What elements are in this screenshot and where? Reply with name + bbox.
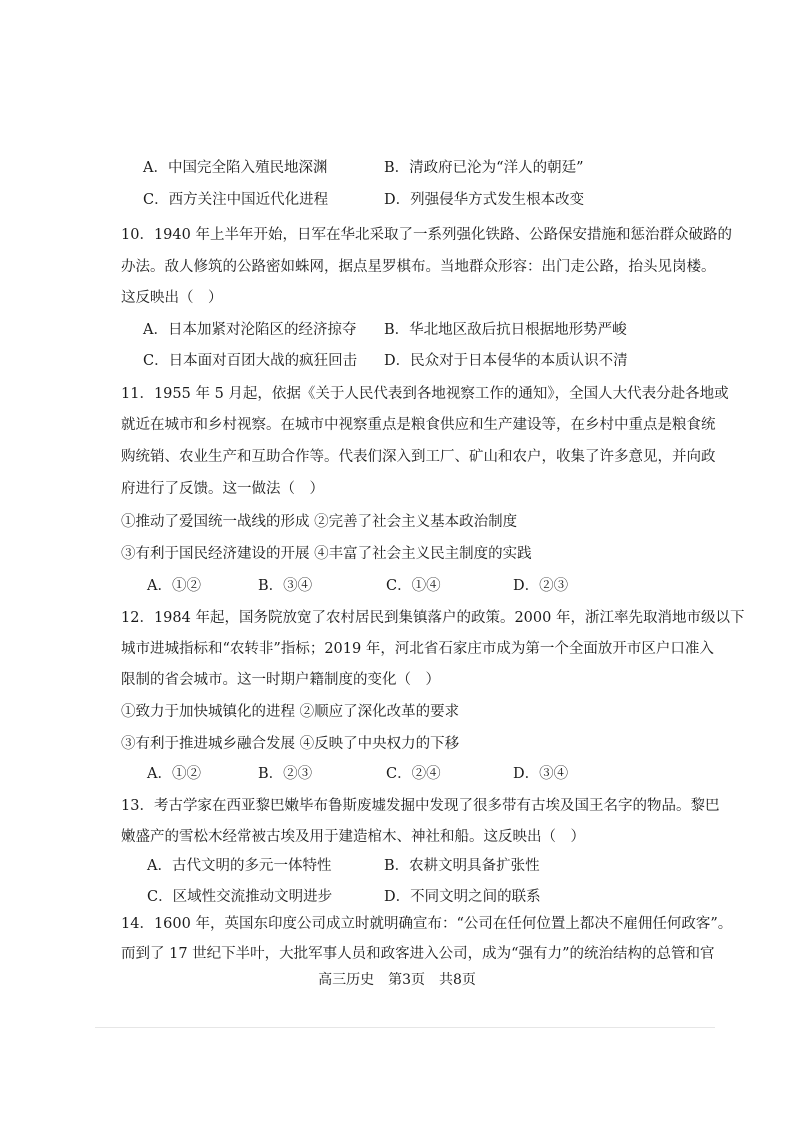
q13-option-d[interactable]: D．不同文明之间的联系 <box>384 889 541 905</box>
q11-option-a[interactable]: A．①② <box>147 578 201 594</box>
q11-stem-line: 就近在城市和乡村视察。在城市中视察重点是粮食供应和生产建设等，在乡村中重点是粮食统 <box>121 417 716 433</box>
q10-option-a[interactable]: A．日本加紧对沦陷区的经济掠夺 <box>143 322 357 338</box>
q12-stem-line: 城市进城指标和“农转非”指标；2019 年，河北省石家庄市成为第一个全面放开市区户口准入 <box>121 641 714 657</box>
q9-option-b[interactable]: B．清政府已沦为“洋人的朝廷” <box>384 160 584 176</box>
q11-stem-line: 购统销、农业生产和互助合作等。代表们深入到工厂、矿山和农户，收集了许多意见，并向政 <box>121 449 716 465</box>
q13-option-b[interactable]: B．农耕文明具备扩张性 <box>384 858 540 874</box>
q12-option-a[interactable]: A．①② <box>147 766 201 782</box>
q13-option-c[interactable]: C．区域性交流推动文明进步 <box>147 889 333 905</box>
q13-stem-line: 13．考古学家在西亚黎巴嫩毕布鲁斯废墟发掘中发现了很多带有古埃及国王名字的物品。黎巴 <box>121 798 720 814</box>
q12-option-d[interactable]: D．③④ <box>513 766 569 782</box>
q11-stem-line: 11．1955 年 5 月起，依据《关于人民代表到各地视察工作的通知》，全国人大代表分赴各地或 <box>121 386 729 402</box>
q10-option-c[interactable]: C．日本面对百团大战的疯狂回击 <box>143 353 358 369</box>
q11-statement: ③有利于国民经济建设的开展 ④丰富了社会主义民主制度的实践 <box>121 546 532 562</box>
q12-statement: ③有利于推进城乡融合发展 ④反映了中央权力的下移 <box>121 736 460 752</box>
q13-stem-line: 嫩盛产的雪松木经常被古埃及用于建造棺木、神社和船。这反映出（ ） <box>121 829 585 845</box>
q10-stem-line: 10．1940 年上半年开始，日军在华北采取了一系列强化铁路、公路保安措施和惩治群众破路的 <box>121 227 732 243</box>
q9-option-a[interactable]: A．中国完全陷入殖民地深渊 <box>143 160 328 176</box>
q12-statement: ①致力于加快城镇化的进程 ②顺应了深化改革的要求 <box>121 704 460 720</box>
q9-option-d[interactable]: D．列强侵华方式发生根本改变 <box>384 192 585 208</box>
q10-option-d[interactable]: D．民众对于日本侵华的本质认识不清 <box>384 353 628 369</box>
q10-stem-line: 办法。敌人修筑的公路密如蛛网，据点星罗棋布。当地群众形容：出门走公路，抬头见岗楼。 <box>121 259 716 275</box>
q14-stem-line: 而到了 17 世纪下半叶，大批军事人员和政客进入公司，成为“强有力”的统治结构的总管和官 <box>121 946 715 962</box>
q12-stem-line: 限制的省会城市。这一时期户籍制度的变化（ ） <box>121 672 440 688</box>
q11-stem-line: 府进行了反馈。这一做法（ ） <box>121 481 324 497</box>
q10-option-b[interactable]: B．华北地区敌后抗日根据地形势严峻 <box>384 322 627 338</box>
page-footer: 高三历史 第3页 共8页 <box>318 972 476 988</box>
q11-option-b[interactable]: B．③④ <box>258 578 313 594</box>
q9-option-c[interactable]: C．西方关注中国近代化进程 <box>143 192 329 208</box>
q13-option-a[interactable]: A．古代文明的多元一体特性 <box>147 858 332 874</box>
q10-stem-line: 这反映出（ ） <box>121 290 223 306</box>
q11-option-c[interactable]: C．①④ <box>386 578 441 594</box>
q12-stem-line: 12．1984 年起，国务院放宽了农村居民到集镇落户的政策。2000 年，浙江率先取消地市级以下 <box>121 610 745 626</box>
q14-stem-line: 14．1600 年，英国东印度公司成立时就明确宣布：“公司在任何位置上都决不雇佣任何政客”。 <box>121 916 733 932</box>
q12-option-b[interactable]: B．②③ <box>258 766 313 782</box>
q11-statement: ①推动了爱国统一战线的形成 ②完善了社会主义基本政治制度 <box>121 514 518 530</box>
q12-option-c[interactable]: C．②④ <box>386 766 441 782</box>
page-divider <box>95 1027 715 1028</box>
q11-option-d[interactable]: D．②③ <box>513 578 569 594</box>
